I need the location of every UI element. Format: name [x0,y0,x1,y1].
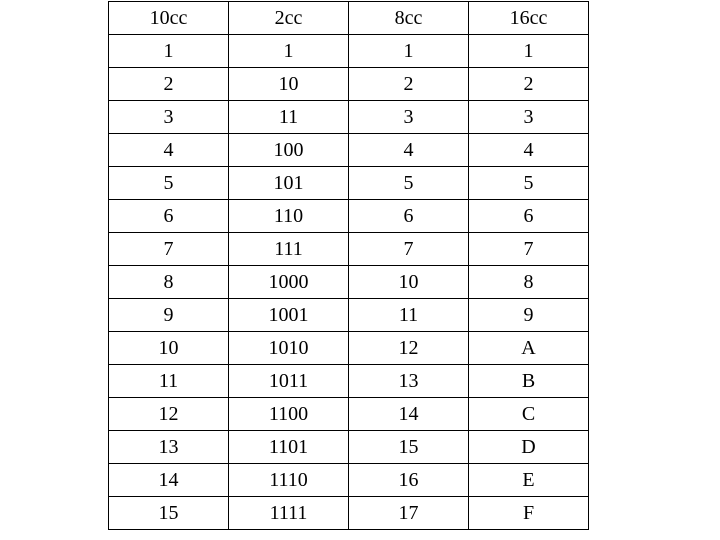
cell-binary: 101 [229,167,349,200]
cell-hex: 5 [469,167,589,200]
cell-decimal: 4 [109,134,229,167]
header-octal: 8cc [349,2,469,35]
cell-decimal: 11 [109,365,229,398]
cell-decimal: 5 [109,167,229,200]
cell-decimal: 13 [109,431,229,464]
cell-binary: 100 [229,134,349,167]
cell-binary: 11 [229,101,349,134]
cell-binary: 1001 [229,299,349,332]
cell-octal: 6 [349,200,469,233]
header-binary: 2cc [229,2,349,35]
table-row [109,431,589,464]
cell-octal: 12 [349,332,469,365]
cell-decimal: 14 [109,464,229,497]
table-row [109,200,589,233]
table-body [109,35,589,530]
header-decimal: 10cc [109,2,229,35]
cell-octal: 11 [349,299,469,332]
cell-hex: 8 [469,266,589,299]
table-row [109,365,589,398]
cell-decimal: 7 [109,233,229,266]
cell-hex: B [469,365,589,398]
table-row [109,464,589,497]
cell-hex: 4 [469,134,589,167]
cell-decimal: 15 [109,497,229,530]
cell-decimal: 3 [109,101,229,134]
cell-octal: 4 [349,134,469,167]
number-base-table [108,1,589,530]
cell-hex: 2 [469,68,589,101]
table-row [109,332,589,365]
table-row [109,101,589,134]
cell-binary: 1111 [229,497,349,530]
cell-binary: 1101 [229,431,349,464]
table-row [109,35,589,68]
cell-octal: 3 [349,101,469,134]
cell-hex: D [469,431,589,464]
cell-decimal: 10 [109,332,229,365]
cell-decimal: 1 [109,35,229,68]
cell-decimal: 12 [109,398,229,431]
cell-octal: 17 [349,497,469,530]
cell-decimal: 2 [109,68,229,101]
header-row [109,2,589,35]
table-row [109,266,589,299]
cell-hex: 1 [469,35,589,68]
cell-hex: C [469,398,589,431]
cell-hex: 3 [469,101,589,134]
table-row [109,299,589,332]
cell-binary: 1011 [229,365,349,398]
header-hex: 16cc [469,2,589,35]
cell-hex: 7 [469,233,589,266]
cell-octal: 15 [349,431,469,464]
cell-binary: 110 [229,200,349,233]
cell-octal: 1 [349,35,469,68]
cell-hex: A [469,332,589,365]
table-row [109,233,589,266]
cell-hex: 9 [469,299,589,332]
cell-binary: 10 [229,68,349,101]
table-row [109,68,589,101]
cell-octal: 16 [349,464,469,497]
cell-octal: 7 [349,233,469,266]
cell-octal: 13 [349,365,469,398]
cell-octal: 14 [349,398,469,431]
table-row [109,398,589,431]
cell-binary: 1000 [229,266,349,299]
cell-hex: E [469,464,589,497]
cell-octal: 10 [349,266,469,299]
cell-hex: F [469,497,589,530]
cell-decimal: 6 [109,200,229,233]
table-row [109,167,589,200]
cell-decimal: 9 [109,299,229,332]
cell-decimal: 8 [109,266,229,299]
cell-octal: 2 [349,68,469,101]
cell-binary: 1010 [229,332,349,365]
table-row [109,497,589,530]
cell-octal: 5 [349,167,469,200]
table-row [109,134,589,167]
cell-binary: 1 [229,35,349,68]
cell-hex: 6 [469,200,589,233]
cell-binary: 1100 [229,398,349,431]
cell-binary: 1110 [229,464,349,497]
cell-binary: 111 [229,233,349,266]
